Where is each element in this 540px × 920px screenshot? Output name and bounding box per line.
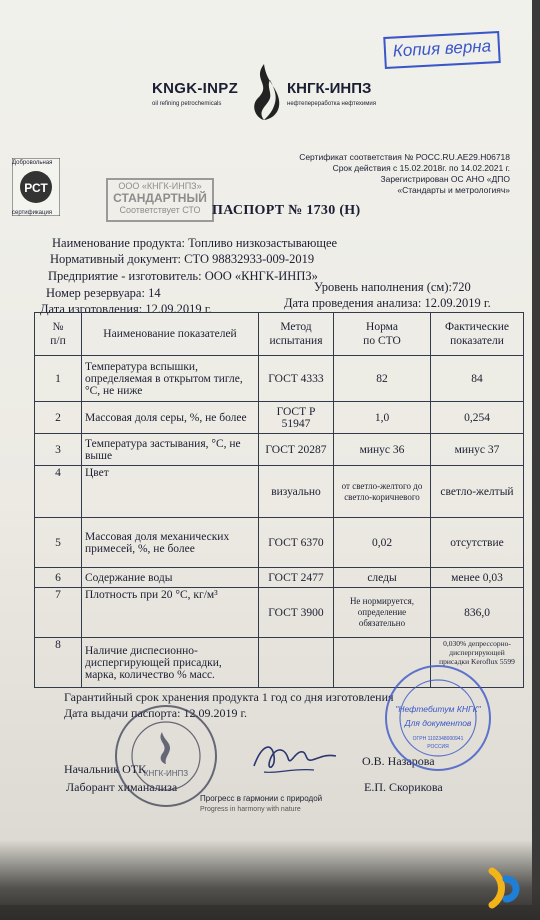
right-stamp-country: РОССИЯ	[427, 744, 449, 750]
row-norm: следы	[334, 568, 431, 588]
right-stamp-text2: Для документов	[404, 718, 472, 728]
row-name: Температура вспышки, определяемая в открытом тигле, °С, не ниже	[82, 356, 259, 402]
certificate-block	[270, 152, 510, 196]
row-num: 3	[35, 434, 82, 466]
pct-mark: РСТ	[24, 181, 48, 195]
row-method: ГОСТ 4333	[259, 356, 334, 402]
header-name-text: Наименование показателей	[103, 328, 237, 340]
analysis-date: Дата проведения анализа: 12.09.2019 г.	[284, 296, 491, 310]
company-slogan: Прогресс в гармонии с природой	[200, 794, 323, 803]
lab-assistant-name: Е.П. Скорикова	[364, 780, 443, 794]
row-fact: 836,0	[431, 588, 524, 638]
right-stamp-ogrn: ОГРН 1102348000941	[412, 736, 464, 742]
right-stamp-text1: "Нефтебитум КНГК"	[395, 704, 481, 714]
pct-certification-logo	[12, 158, 60, 216]
logo-left-name: NGK-INPZ	[163, 80, 239, 97]
product-name: Наименование продукта: Топливо низкозастывающее	[52, 236, 338, 250]
row-num: 8	[35, 638, 82, 688]
row-method: визуально	[259, 466, 334, 518]
row-name: Плотность при 20 °С, кг/м³	[82, 588, 259, 638]
row-fact: отсутствие	[431, 518, 524, 568]
row-norm: 82	[334, 356, 431, 402]
standard-stamp-line2: СТАНДАРТНЫЙ	[113, 191, 207, 205]
manufacture-date: Дата изготовления: 12.09.2019 г.	[40, 302, 212, 316]
signature-image	[244, 738, 344, 782]
table-row	[35, 568, 524, 588]
certificate-line4: «Стандарты и метрологияч»	[397, 185, 510, 195]
row-norm: Не нормируется, определение обязательно	[334, 588, 431, 638]
row-num: 4	[35, 466, 82, 518]
table-row	[35, 466, 524, 518]
row-norm: от светло-желтого до светло-коричневого	[334, 466, 431, 518]
watermark-logo-icon	[484, 865, 528, 911]
table-header-row	[35, 313, 524, 356]
row-name: Массовая доля механических примесей, %, не более	[82, 518, 259, 568]
header-fact	[431, 313, 524, 356]
row-method	[259, 638, 334, 688]
copy-verified-stamp: Копия верна	[383, 31, 501, 69]
certificate-line1: Сертификат соответствия № РОСС.RU.AE29.H06718	[299, 152, 510, 162]
header-num-text: № п/п	[50, 321, 66, 347]
logo-left-title	[152, 80, 238, 97]
standard-stamp-line1: ООО «КНГК-ИНПЗ»	[118, 181, 202, 191]
row-num: 7	[35, 588, 82, 638]
row-num: 6	[35, 568, 82, 588]
row-fact: 0,030% депрессорно-диспергирующей присадки Keroflux 5599	[431, 638, 524, 688]
certificate-line3: Зарегистрирован ОС АНО «ДПО	[380, 174, 510, 184]
pct-bottom-text: сертификация	[12, 210, 53, 216]
row-norm: 1,0	[334, 402, 431, 434]
row-name: Содержание воды	[82, 568, 259, 588]
row-num: 2	[35, 402, 82, 434]
oil-bitumen-round-stamp	[382, 662, 494, 774]
row-norm: минус 36	[334, 434, 431, 466]
row-fact: менее 0,03	[431, 568, 524, 588]
logo-left-prefix: K	[152, 80, 164, 97]
lab-assistant-label: Лаборант химанализа	[66, 780, 178, 794]
row-fact: минус 37	[431, 434, 524, 466]
row-name: Температура застывания, °С, не выше	[82, 434, 259, 466]
table-row	[35, 402, 524, 434]
row-norm: 0,02	[334, 518, 431, 568]
row-method: ГОСТ 20287	[259, 434, 334, 466]
row-fact: светло-желтый	[431, 466, 524, 518]
row-name: Цвет	[82, 466, 259, 518]
logo-right-title: КНГК-ИНПЗ	[287, 80, 372, 97]
row-name: Массовая доля серы, %, не более	[82, 402, 259, 434]
issue-date: Дата выдачи паспорта: 12.09.2019 г.	[64, 706, 248, 720]
header-name	[82, 313, 259, 356]
certificate-line2: Срок действия с 15.02.2018г. по 14.02.2021 г.	[332, 163, 510, 173]
company-logo	[152, 62, 402, 128]
head-otk-label: Начальник ОТК	[64, 762, 147, 776]
fill-level: Уровень наполнения (см):720	[314, 280, 471, 294]
standard-stamp-line3: Соответствует СТО	[119, 205, 201, 215]
head-otk-name: О.В. Назарова	[362, 754, 435, 768]
pct-top-text: Добровольная	[12, 160, 53, 166]
header-norm-text: Норма по СТО	[363, 321, 401, 347]
table-row	[35, 588, 524, 638]
row-name: Наличие диспесионно-диспергирующей присадки, марка, количество % масс.	[82, 638, 259, 688]
logo-right-subtitle: нефтепереработка нефтехимия	[287, 101, 376, 107]
tank-number: Номер резервуара: 14	[46, 286, 161, 300]
row-num: 1	[35, 356, 82, 402]
row-fact: 84	[431, 356, 524, 402]
normative-document: Нормативный документ: СТО 98832933-009-2019	[50, 252, 315, 266]
flame-icon	[244, 62, 284, 122]
header-method-text: Метод испытания	[269, 321, 323, 347]
header-method	[259, 313, 334, 356]
header-num	[35, 313, 82, 356]
passport-title: ПАСПОРТ № 1730 (Н)	[212, 203, 361, 218]
photo-bottom-shadow	[0, 840, 540, 920]
left-stamp-text: КНГК-ИНПЗ	[143, 769, 189, 778]
standard-stamp	[106, 178, 214, 222]
manufacturer: Предприятие - изготовитель: ООО «КНГК-ИНПЗ»	[48, 269, 318, 283]
row-method: ГОСТ 6370	[259, 518, 334, 568]
logo-left-subtitle: oil refining petrochemicals	[152, 101, 222, 107]
row-fact: 0,254	[431, 402, 524, 434]
company-slogan-en: Progress in harmony with nature	[200, 806, 301, 813]
specifications-table	[34, 312, 524, 688]
row-method: ГОСТ Р 51947	[259, 402, 334, 434]
shelf-life: Гарантийный срок хранения продукта 1 год со дня изготовления	[64, 690, 394, 704]
table-row	[35, 518, 524, 568]
table-row	[35, 434, 524, 466]
row-method: ГОСТ 3900	[259, 588, 334, 638]
row-method: ГОСТ 2477	[259, 568, 334, 588]
header-fact-text: Фактические показатели	[445, 321, 509, 347]
header-norm	[334, 313, 431, 356]
row-num: 5	[35, 518, 82, 568]
table-row	[35, 356, 524, 402]
